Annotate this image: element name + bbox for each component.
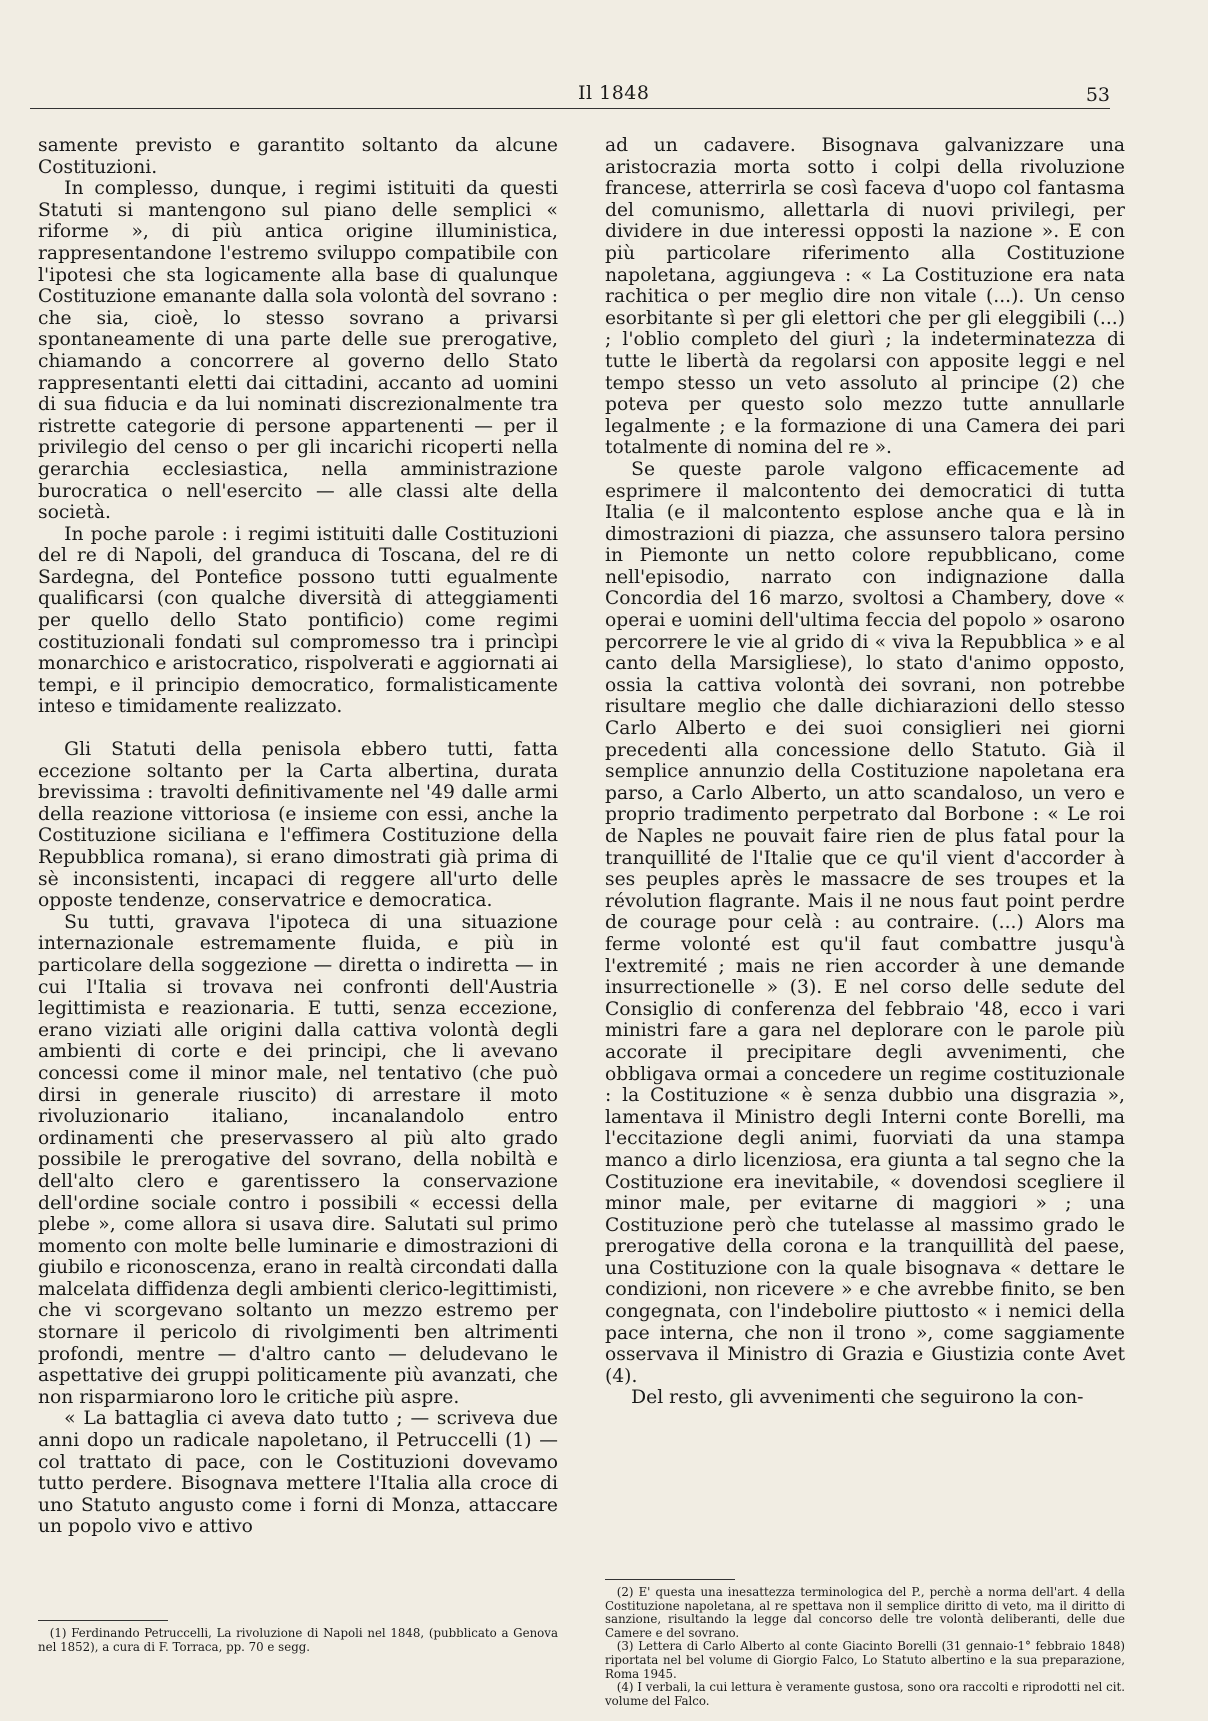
page-number: 53 <box>1085 84 1110 106</box>
footnote: (1) Ferdinando Petruccelli, La rivoluzione di Napoli nel 1848, (pubblicato a Genova nel 1852), a cura di F. Torraca, pp. 70 e segg. <box>38 1626 558 1654</box>
footnote-rule <box>38 1620 168 1621</box>
paragraph: ad un cadavere. Bisognava galvanizzare una aristocrazia morta sotto i colpi della rivoluzione francese, atterrirla se così faceva d'uopo col fantasma del comunismo, allettarla di nuovi privilegi, per dividere in due interessi opposti la nazione ». E con più particolare riferimento alla Costituzione napoletana, aggiungeva : « La Costituzione era nata rachitica o per meglio dire non vitale (...). Un censo esorbitante sì per gli elettori che per gli eleggibili (...) ; l'oblio completo del giurì ; la indeterminatezza di tutte le libertà da regolarsi con apposite leggi e nel tempo stesso un veto assoluto al principe (2) che poteva per questo solo mezzo tutte annullarle legalmente ; e la formazione di una Camera dei pari totalmente di nomina del re ». <box>605 135 1125 459</box>
paragraph: « La battaglia ci aveva dato tutto ; — scriveva due anni dopo un radicale napoletano, il Petruccelli (1) — col trattato di pace, con le Costituzioni dovevamo tutto perdere. Bisognava mettere l'Italia alla croce di uno Statuto angusto come i forni di Monza, attaccare un popolo vivo e attivo <box>38 1408 558 1538</box>
footnote: (3) Lettera di Carlo Alberto al conte Giacinto Borelli (31 gennaio-1° febbraio 1848) riportata nel bel volume di Giorgio Falco, Lo Statuto albertino e la sua preparazione, Roma 1945. <box>605 1639 1125 1681</box>
paragraph: Se queste parole valgono efficacemente ad esprimere il malcontento dei democratici di tutta Italia (e il malcontento esplose anche qua e là in dimostrazioni di piazza, che assunsero talora persino in Piemonte un netto colore repubblicano, come nell'episodio, narrato con indignazione dalla Concordia del 16 marzo, svoltosi a Chambery, dove « operai e uomini dell'ultima feccia del popolo » osarono percorrere le vie al grido di « viva la Repubblica » e al canto della Marsigliese), lo stato d'animo opposto, ossia la cattiva volontà dei sovrani, non potrebbe risultare meglio che dalle dichiarazioni dello stesso Carlo Alberto e dei suoi consiglieri nei giorni precedenti alla concessione dello Statuto. Già il semplice annunzio della Costituzione napoletana era parso, a Carlo Alberto, un atto scandaloso, un vero e proprio tradimento perpetrato dal Borbone : « Le roi de Naples ne pouvait faire rien de plus fatal pour la tranquillité de l'Italie que ce qu'il vient d'accorder à ses peuples après le massacre de ses troupes et la révolution flagrante. Mais il ne nous faut point perdre de courage pour celà : au contraire. (...) Alors ma ferme volonté est qu'il faut combattre jusqu'à l'extremité ; mais ne rien accorder à une demande insurrectionelle » (3). E nel corso delle sedute del Consiglio di conferenza del febbraio '48, ecco i vari ministri fare a gara nel deplorare con le parole più accorate il precipitare degli avvenimenti, che obbligava ormai a concedere un regime costituzionale : la Costituzione « è senza dubbio una disgrazia », lamentava il Ministro degli Interni conte Borelli, ma l'eccitazione degli animi, fuorviati da una stampa manco a dirlo licenziosa, era giunta a tal segno che la Costituzione era inevitabile, « dovendosi scegliere il minor male, per evitarne di maggiori » ; una Costituzione però che tutelasse al massimo grado le prerogative della corona e la tranquillità del paese, una Costituzione con la quale bisognava « dettare le condizioni, non ricevere » e che avrebbe finito, se ben congegnata, con l'indebolire piuttosto « i nemici della pace interna, che non il trono », come saggiamente osservava il Ministro di Grazia e Giustizia conte Avet (4). <box>605 458 1125 1387</box>
paragraph: In poche parole : i regimi istituiti dalle Costituzioni del re di Napoli, del granduca di Toscana, del re di Sardegna, del Pontefice possono tutti egualmente qualificarsi (con qualche diversità di atteggiamenti per quello dello Stato pontificio) come regimi costituzionali fondati sul compromesso tra i princìpi monarchico e aristocratico, rispolverati e aggiornati ai tempi, e il principio democratico, formalisticamente inteso e timidamente realizzato. <box>38 523 558 718</box>
paragraph: In complesso, dunque, i regimi istituiti da questi Statuti si mantengono sul piano delle semplici « riforme », di più antica origine illuministica, rappresentandone l'estremo sviluppo compatibile con l'ipotesi che sta logicamente alla base di qualunque Costituzione emanante dalla sola volontà del sovrano : che sia, cioè, lo stesso sovrano a privarsi spontaneamente di una parte delle sue prerogative, chiamando a concorrere al governo dello Stato rappresentanti eletti dai cittadini, accanto ad uomini di sua fiducia e da lui nominati discrezionalmente tra ristrette categorie di persone appartenenti — per il privilegio del censo o per gli incarichi ricoperti nella gerarchia ecclesiastica, nella amministrazione burocratica o nell'esercito — alle classi alte della società. <box>38 178 558 524</box>
footnote: (4) I verbali, la cui lettura è veramente gustosa, sono ora raccolti e riprodotti nel cit. volume del Falco. <box>605 1680 1125 1708</box>
footnote-rule <box>605 1579 735 1580</box>
running-title: Il 1848 <box>578 82 650 104</box>
footnotes-left <box>38 1620 558 1654</box>
footnote: (2) E' questa una inesattezza terminologica del P., perchè a norma dell'art. 4 della Costituzione napoletana, al re spettava non il semplice diritto di veto, ma il diritto di sanzione, risultando la legge dal concorso delle tre volontà deliberanti, delle due Camere e del sovrano. <box>605 1585 1125 1640</box>
page-header <box>30 78 1110 109</box>
right-column <box>605 135 1125 1409</box>
footnotes-right <box>605 1579 1125 1708</box>
left-column <box>38 135 558 1538</box>
paragraph: Su tutti, gravava l'ipoteca di una situazione internazionale estremamente fluida, e più in particolare della soggezione — diretta o indiretta — in cui l'Italia si trovava nei confronti dell'Austria legittimista e reazionaria. E tutti, senza eccezione, erano viziati alle origini dalla cattiva volontà degli ambienti di corte e dei principi, che li avevano concessi come il minor male, nel tentativo (che può dirsi in generale riuscito) di arrestare il moto rivoluzionario italiano, incanalandolo entro ordinamenti che preservassero al più alto grado possibile le prerogative del sovrano, della nobiltà e dell'alto clero e garentissero la conservazione dell'ordine sociale contro i possibili « eccessi della plebe », come allora si usava dire. Salutati sul primo momento con molte belle luminarie e dimostrazioni di giubilo e riconoscenza, erano in realtà circondati dalla malcelata diffidenza degli ambienti clerico-legittimisti, che vi scorgevano soltanto un mezzo estremo per stornare il pericolo di rivolgimenti ben altrimenti profondi, mentre — d'altro canto — deludevano le aspettative dei gruppi politicamente più avanzati, che non risparmiarono loro le critiche più aspre. <box>38 911 558 1408</box>
paragraph: Gli Statuti della penisola ebbero tutti, fatta eccezione soltanto per la Carta albertina, durata brevissima : travolti definitivamente nel '49 dalle armi della reazione vittoriosa (e insieme con essi, anche la Costituzione siciliana e l'effimera Costituzione della Repubblica romana), si erano dimostrati già prima di sè inconsistenti, incapaci di reggere all'urto delle opposte tendenze, conservatrice e democratica. <box>38 739 558 912</box>
paragraph: samente previsto e garantito soltanto da alcune Costituzioni. <box>38 135 558 178</box>
paragraph: Del resto, gli avvenimenti che seguirono la con- <box>631 1387 1084 1409</box>
